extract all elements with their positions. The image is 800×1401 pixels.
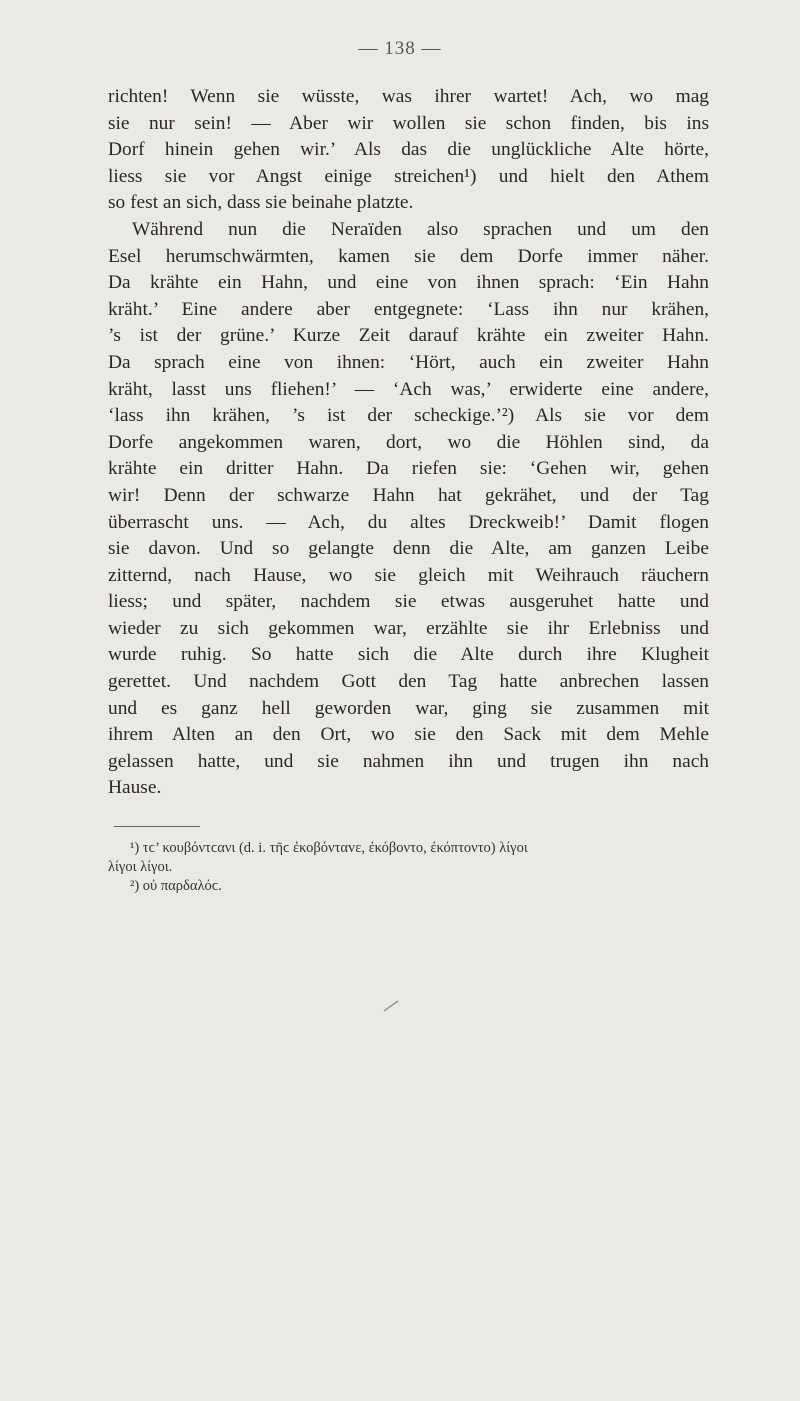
text-line: wieder zu sich gekommen war, erzählte sie ihr Erlebniss und bbox=[108, 617, 709, 639]
footnote-1-continuation: λίγοι λίγοι. bbox=[108, 859, 173, 875]
text-line: liess; und später, nachdem sie etwas ausgeruhet hatte und bbox=[108, 591, 709, 613]
text-line: Hause. bbox=[108, 777, 162, 799]
footnote-2: ²) οὐ παρδαλόϲ. bbox=[130, 878, 222, 894]
footnote-1: ¹) τϲ’ κουβόντϲανι (d. i. τῆϲ ἐκοβόνταvε, ἐκόβοντο, ἐκόπτοντο) λίγοι bbox=[130, 840, 528, 856]
text-line: Da krähte ein Hahn, und eine von ihnen sprach: ‘Ein Hahn bbox=[108, 272, 709, 294]
text-line: krähte ein dritter Hahn. Da riefen sie: ‘Gehen wir, gehen bbox=[108, 458, 709, 480]
text-line: ‘lass ihn krähen, ’s ist der scheckige.’²) Als sie vor dem bbox=[108, 405, 709, 427]
footnote-divider bbox=[114, 826, 200, 827]
pencil-mark-icon bbox=[383, 1000, 399, 1012]
text-line: kräht.’ Eine andere aber entgegnete: ‘Lass ihn nur krähen, bbox=[108, 298, 709, 320]
text-line: wir! Denn der schwarze Hahn hat gekrähet, und der Tag bbox=[108, 484, 709, 506]
text-line: so fest an sich, dass sie beinahe platzte. bbox=[108, 192, 414, 214]
text-line: sie nur sein! — Aber wir wollen sie schon finden, bis ins bbox=[108, 112, 709, 134]
text-line: gelassen hatte, und sie nahmen ihn und trugen ihn nach bbox=[108, 750, 709, 772]
text-line: liess sie vor Angst einige streichen¹) und hielt den Athem bbox=[108, 165, 709, 187]
text-line: kräht, lasst uns fliehen!’ — ‘Ach was,’ erwiderte eine andere, bbox=[108, 378, 709, 400]
page-number: — 138 — bbox=[358, 38, 442, 59]
text-line: Esel herumschwärmten, kamen sie dem Dorfe immer näher. bbox=[108, 245, 709, 267]
text-line: richten! Wenn sie wüsste, was ihrer wartet! Ach, wo mag bbox=[108, 86, 709, 107]
text-line: Dorfe angekommen waren, dort, wo die Höhlen sind, da bbox=[108, 431, 709, 453]
text-line: ihrem Alten an den Ort, wo sie den Sack mit dem Mehle bbox=[108, 724, 709, 746]
footnotes bbox=[108, 839, 709, 896]
text-line: wurde ruhig. So hatte sich die Alte durch ihre Klugheit bbox=[108, 644, 709, 666]
text-line: gerettet. Und nachdem Gott den Tag hatte anbrechen lassen bbox=[108, 671, 709, 693]
text-line: Da sprach eine von ihnen: ‘Hört, auch ein zweiter Hahn bbox=[108, 351, 709, 373]
text-line: überrascht uns. — Ach, du altes Dreckweib!’ Damit flogen bbox=[108, 511, 709, 533]
text-line: sie davon. Und so gelangte denn die Alte, am ganzen Leibe bbox=[108, 538, 709, 560]
body-text bbox=[108, 84, 709, 802]
text-line: zitternd, nach Hause, wo sie gleich mit Weihrauch räuchern bbox=[108, 564, 709, 586]
text-line: und es ganz hell geworden war, ging sie zusammen mit bbox=[108, 697, 709, 719]
text-line: ’s ist der grüne.’ Kurze Zeit darauf krähte ein zweiter Hahn. bbox=[108, 325, 709, 347]
text-line: Dorf hinein gehen wir.’ Als das die unglückliche Alte hörte, bbox=[108, 139, 709, 161]
text-line: Während nun die Neraïden also sprachen und um den bbox=[132, 218, 709, 240]
